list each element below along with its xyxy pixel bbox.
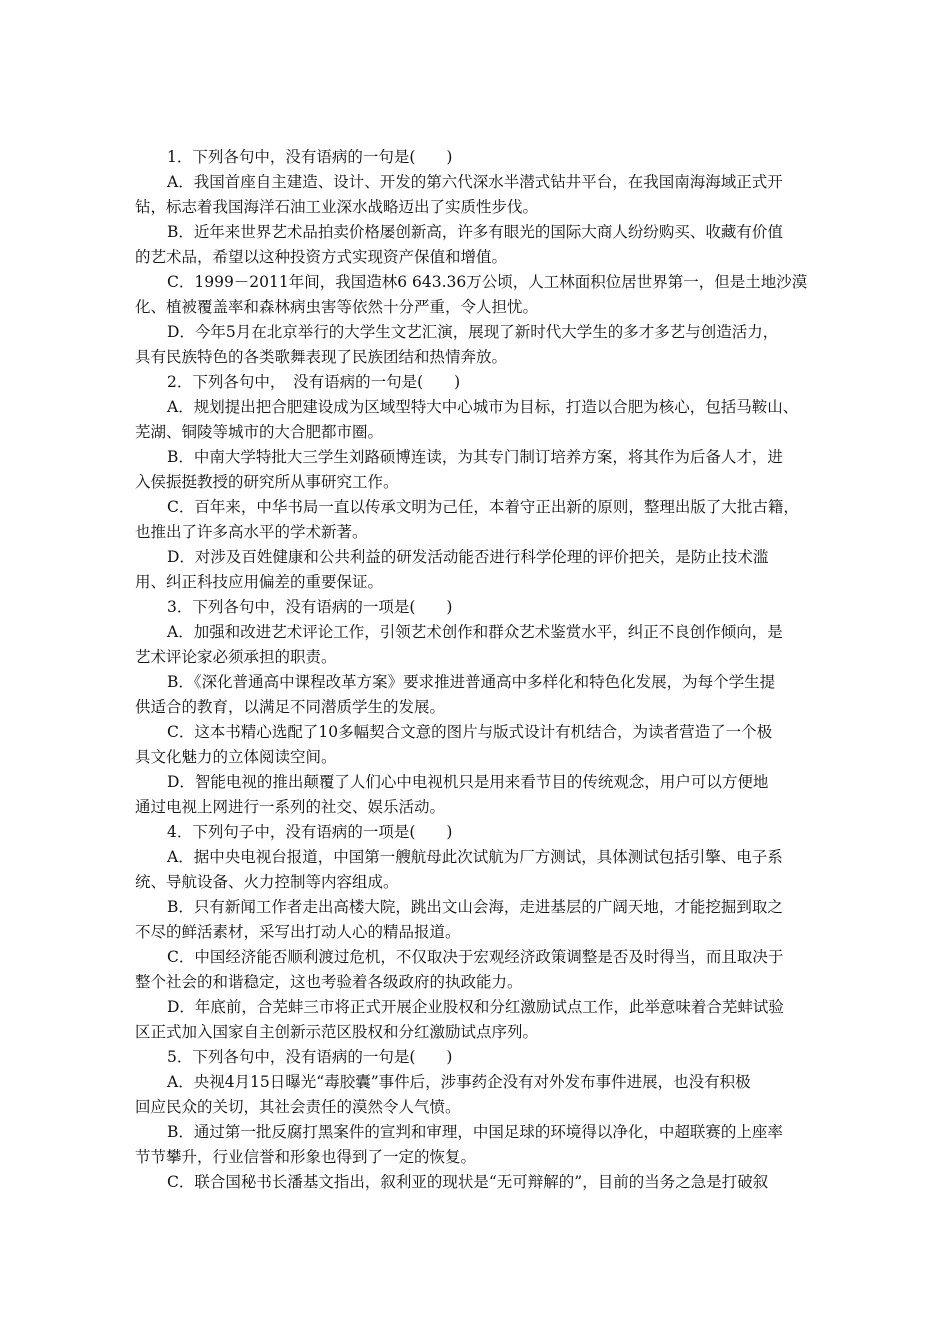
document-page — [135, 145, 820, 1195]
answer-option — [135, 770, 820, 820]
option-first-line: A．规划提出把合肥建设成为区域型特大中心城市为目标，打造以合肥为核心，包括马鞍山、 — [167, 398, 799, 416]
question-stem: 3．下列各句中，没有语病的一项是( ) — [167, 598, 453, 616]
option-first-line: A．央视4月15日曝光“毒胶囊”事件后，涉事药企没有对外发布事件进展，也没有积极 — [167, 1073, 751, 1091]
answer-option — [135, 220, 820, 270]
question-stem: 5．下列各句中，没有语病的一句是( ) — [167, 1048, 453, 1066]
option-first-line: D．对涉及百姓健康和公共利益的研发活动能否进行科学伦理的评价把关，是防止技术滥 — [167, 548, 769, 566]
answer-option — [135, 495, 820, 545]
option-first-line: B．通过第一批反腐打黑案件的宣判和审理，中国足球的环境得以净化，中超联赛的上座率 — [167, 1123, 783, 1141]
answer-option — [135, 995, 820, 1045]
option-continuation-line: 具文化魅力的立体阅读空间。 — [135, 748, 337, 766]
answer-option — [135, 445, 820, 495]
option-continuation-line: 钻，标志着我国海洋石油工业深水战略迈出了实质性步伐。 — [135, 198, 539, 216]
answer-option — [135, 945, 820, 995]
option-first-line: C．中国经济能否顺利渡过危机，不仅取决于宏观经济政策调整是否及时得当，而且取决于 — [167, 948, 784, 966]
answer-option — [135, 670, 820, 720]
option-first-line: A．我国首座自主建造、设计、开发的第六代深水半潜式钻井平台，在我国南海海域正式开 — [167, 173, 783, 191]
option-first-line: D．智能电视的推出颠覆了人们心中电视机只是用来看节目的传统观念，用户可以方便地 — [167, 773, 769, 791]
option-first-line: C．这本书精心选配了10多幅契合文意的图片与版式设计有机结合，为读者营造了一个极 — [167, 723, 773, 741]
option-continuation-line: 不尽的鲜活素材，采写出打动人心的精品报道。 — [135, 923, 461, 941]
option-first-line: C．百年来，中华书局一直以传承文明为己任，本着守正出新的原则，整理出版了大批古籍， — [167, 498, 799, 516]
answer-option — [135, 1070, 820, 1120]
option-continuation-line: 整个社会的和谐稳定，这也考验着各级政府的执政能力。 — [135, 973, 523, 991]
option-first-line: B．近年来世界艺术品拍卖价格屡创新高，许多有眼光的国际大商人纷纷购买、收藏有价值 — [167, 223, 783, 241]
option-first-line: C．联合国秘书长潘基文指出，叙利亚的现状是“无可辩解的”，目前的当务之急是打破叙 — [167, 1173, 769, 1191]
option-continuation-line: 的艺术品，希望以这种投资方式实现资产保值和增值。 — [135, 248, 508, 266]
option-first-line: B．中南大学特批大三学生刘路硕博连读，为其专门制订培养方案，将其作为后备人才，进 — [167, 448, 783, 466]
option-continuation-line: 回应民众的关切，其社会责任的漠然令人气愤。 — [135, 1098, 461, 1116]
option-first-line: D．年底前，合芜蚌三市将正式开展企业股权和分红激励试点工作，此举意味着合芜蚌试验 — [167, 998, 784, 1016]
answer-option — [135, 170, 820, 220]
option-continuation-line: 艺术评论家必须承担的职责。 — [135, 648, 337, 666]
answer-option — [135, 720, 820, 770]
option-continuation-line: 入侯振挺教授的研究所从事研究工作。 — [135, 473, 399, 491]
answer-option — [135, 545, 820, 595]
option-first-line: B．只有新闻工作者走出高楼大院，跳出文山会海，走进基层的广阔天地，才能挖掘到取之 — [167, 898, 783, 916]
question-stem: 2．下列各句中， 没有语病的一句是( ) — [167, 373, 461, 391]
question-stem: 4．下列句子中，没有语病的一项是( ) — [167, 823, 453, 841]
option-first-line: A．加强和改进艺术评论工作，引领艺术创作和群众艺术鉴赏水平，纠正不良创作倾向，是 — [167, 623, 783, 641]
option-first-line: B．《深化普通高中课程改革方案》要求推进普通高中多样化和特色化发展，为每个学生提 — [167, 673, 776, 691]
option-continuation-line: 芜湖、铜陵等城市的大合肥都市圈。 — [135, 423, 384, 441]
option-first-line: D．今年5月在北京举行的大学生文艺汇演，展现了新时代大学生的多才多艺与创造活力， — [167, 323, 779, 341]
answer-option — [135, 895, 820, 945]
option-continuation-line: 通过电视上网进行一系列的社交、娱乐活动。 — [135, 798, 446, 816]
answer-option — [135, 1120, 820, 1170]
option-continuation-line: 区正式加入国家自主创新示范区股权和分红激励试点序列。 — [135, 1023, 539, 1041]
option-continuation-line: 用、纠正科技应用偏差的重要保证。 — [135, 573, 384, 591]
answer-option — [135, 270, 820, 320]
answer-option — [135, 845, 820, 895]
option-continuation-line: 也推出了许多高水平的学术新著。 — [135, 523, 368, 541]
option-continuation-line: 具有民族特色的各类歌舞表现了民族团结和热情奔放。 — [135, 348, 508, 366]
answer-option — [135, 620, 820, 670]
answer-option — [135, 320, 820, 370]
option-continuation-line: 节节攀升，行业信誉和形象也得到了一定的恢复。 — [135, 1148, 477, 1166]
option-continuation-line: 化、植被覆盖率和森林病虫害等依然十分严重，令人担忧。 — [135, 298, 539, 316]
answer-option — [135, 395, 820, 445]
question-stem: 1．下列各句中，没有语病的一句是( ) — [167, 148, 453, 166]
option-continuation-line: 供适合的教育，以满足不同潜质学生的发展。 — [135, 698, 446, 716]
option-continuation-line: 统、导航设备、火力控制等内容组成。 — [135, 873, 399, 891]
option-first-line: C．1999－2011年间，我国造林6 643.36万公顷，人工林面积位居世界第一，但是土地沙漠 — [167, 273, 808, 291]
answer-option — [135, 1170, 820, 1195]
option-first-line: A．据中央电视台报道，中国第一艘航母此次试航为厂方测试，具体测试包括引擎、电子系 — [167, 848, 783, 866]
